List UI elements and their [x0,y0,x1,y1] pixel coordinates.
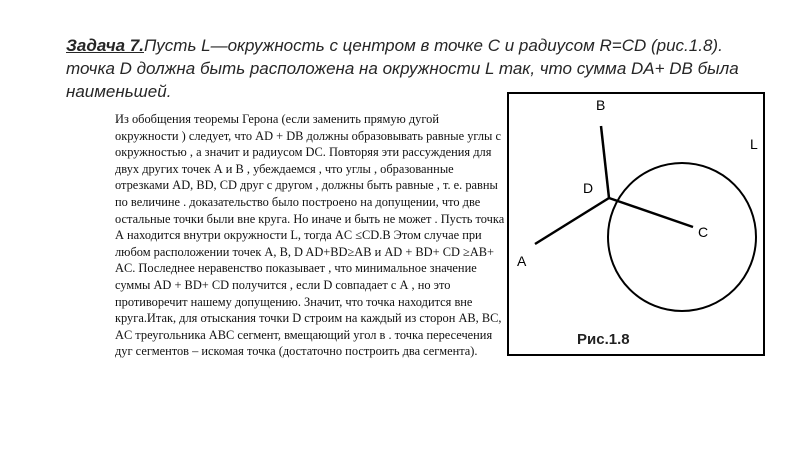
circle-l-label: L [750,136,758,152]
segment-dc [609,198,693,227]
point-c-label: C [698,224,709,240]
solution-paragraph: Из обобщения теоремы Герона (если заменить прямую дугой окружности ) следует, что AD + DB должны образовывать равные углы с окружностью , а значит и радиусом DC. Повторяя эти рассуждения для двух других точек А и В , убеждаемся , что углы , образованные отрезками AD, BD, CD друг с другом , должны быть равные , т. е. равны по величине . доказательство было построено на допущении, что две остальные точки были вне круга. Но иначе и быть не может . Пусть точка А находится внутри окружности L, тогда AC ≤CD.В Этом случае при любом расположении точек A, B, D AD+BD≥AB и AD + BD+ CD ≥AB+ AC. Последнее неравенство показывает , что минимальное значение суммы AD + BD+ CD получится , если D совпадает с А , но это противоречит нашему допущению. Значит, что точка находится вне круга.Итак, для отыскания точки D строим на каждый из сторон AB, BC, AC треугольника ABC сегмент, вмещающий угол в . точка пересечения дуг сегментов – искомая точка (достаточно построить два сегмента). [115,112,505,359]
task-number: Задача 7. [66,36,144,55]
point-b-label: B [596,97,606,113]
point-d-label: D [583,180,594,196]
figure-drawing [507,92,765,354]
task-statement: Пусть L—окружность с центром в точке С и радиусом R=CD (рис.1.8). точка D должна быть расположена на окружности L так, что сумма DA+ DB была наименьшей. [66,36,739,101]
figure-caption: Рис.1.8 [577,331,630,348]
segment-da [535,198,609,244]
figure-1-8 [507,92,765,354]
point-a-label: A [517,253,527,269]
segment-db [601,126,609,198]
circle-l [608,163,756,311]
